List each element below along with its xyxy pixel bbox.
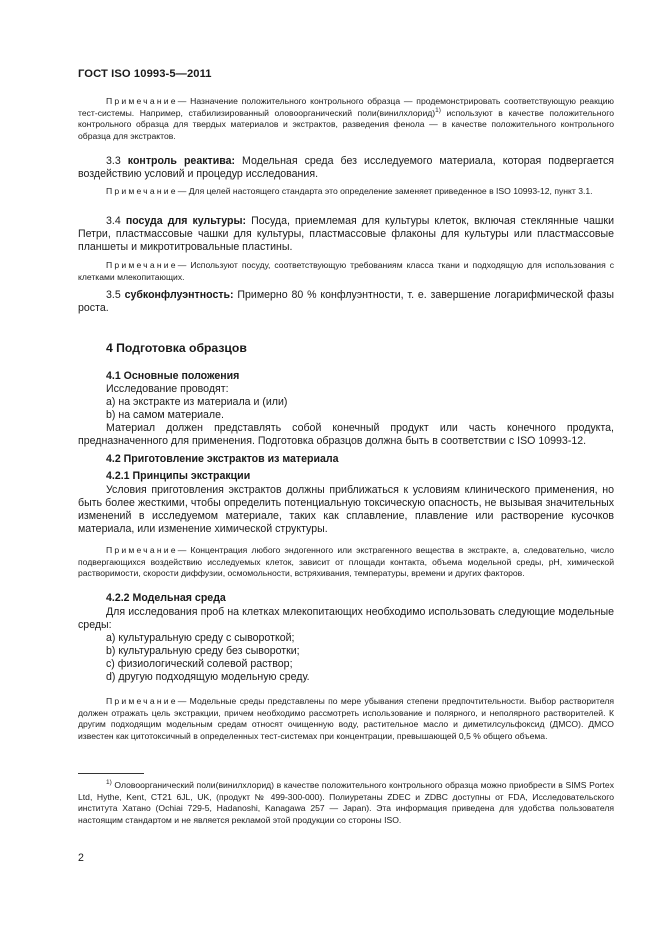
note-text: — Модельные среды представлены по мере убывания степени предпочтительности. Выбор растворителя должен отражать цель экстракции, причем необходимо рассмотреть использование и полярного, и неполярного растворителей. К другим подходящим модельным средам относят очищенную воду, растительное масло и диметилсульфоксид (ДМСО). ДМСО известен как цитотоксичный в определенных тест-системах при концентрации, превышающей 0,5 % общего объема.	[78, 696, 614, 741]
list-item: a) на экстракте из материала и (или)	[106, 396, 288, 408]
footnote-divider	[78, 773, 144, 774]
definition-3-5	[78, 289, 614, 315]
definition-text: Посуда, приемлемая для культуры клеток, включая стеклянные чашки Петри, пластмассовые чашки для культуры, пластмассовые флаконы для культуры или пластмассовые планшеты и микротитровальные пластины.	[78, 215, 614, 253]
term: контроль реактива:	[127, 155, 236, 167]
subsection-heading: 4.2.1 Принципы экстракции	[106, 470, 251, 482]
subsection-heading: 4.1 Основные положения	[106, 370, 240, 382]
note-text: — Концентрация любого эндогенного или экстрагенного вещества в экстракте, а, следовательно, число подвергающихся воздействию исследуемых клеток, зависит от площади контакта, объема модельной среды, pH, химической растворимости, скорости диффузии, осмомольности, встряхивания, температуры, времени и других факторов.	[78, 545, 614, 579]
note-culture-vessels	[78, 260, 614, 283]
intro-text: Исследование проводят:	[106, 383, 229, 395]
section-4-heading: 4 Подготовка образцов	[106, 341, 247, 355]
section-4-1	[78, 370, 614, 448]
section-4-2-2	[78, 592, 614, 684]
subsection-heading: 4.2 Приготовление экстрактов из материала	[106, 453, 339, 465]
definition-3-3	[78, 155, 614, 181]
note-concentration	[78, 545, 614, 580]
page-number: 2	[78, 852, 84, 864]
clause-number: 3.5	[106, 289, 121, 301]
footnote-mark: 1)	[106, 779, 112, 787]
clause-number: 3.4	[106, 215, 121, 227]
paragraph: Материал должен представлять собой конечный продукт или часть конечного продукта, предназначенного для применения. Подготовка образцов должна быть в соответствии с ISO 10993-12.	[78, 422, 614, 447]
list-item: d) другую подходящую модельную среду.	[106, 671, 310, 683]
note-text: — Для целей настоящего стандарта это определение заменяет приведенное в ISO 10993-12, пункт 3.1.	[177, 186, 593, 196]
definition-3-4	[78, 215, 614, 254]
clause-number: 3.3	[106, 155, 121, 167]
section-4-2	[78, 453, 614, 465]
list-item: b) на самом материале.	[106, 409, 224, 421]
note-label: Примечание	[106, 545, 178, 555]
subsection-heading: 4.2.2 Модельная среда	[106, 592, 226, 604]
note-text: — Назначение положительного контрольного образца — продемонстрировать соответствующую реакцию тест-системы. Например, стабилизированный оловоорганический поли(винилхлорид)	[78, 96, 614, 118]
footnote-ref: 1)	[435, 106, 441, 114]
definition-text: Примерно 80 % конфлуэнтности, т. е. завершение логарифмической фазы роста.	[78, 289, 614, 314]
list-item: c) физиологический солевой раствор;	[106, 658, 293, 670]
list-item: a) культуральную среду с сывороткой;	[106, 632, 295, 644]
note-text: — Используют посуду, соответствующую требованиям класса ткани и подходящую для использования с клетками млекопитающих.	[78, 260, 614, 282]
page-header: ГОСТ ISO 10993-5—2011	[78, 68, 212, 80]
note-text-cont: используют в качестве положительного контрольного образца для твердых материалов и экстрактов, разведения фенола — в качестве положительного контрольного образца для экстрактов.	[78, 107, 614, 141]
note-label: Примечание	[106, 260, 178, 270]
footnote-text: Оловоорганический поли(винилхлорид) в качестве положительного контрольного образца можно приобрести в SIMS Portex Ltd, Hythe, Kent, CT21 6JL, UK, (продукт № 499-300-000). Полиуретаны ZDEC и ZDBC доступны от FDA, Исследовательского института Хатано (Ochiai 729-5, Hadanoshi, Kanagawa 257 — Japan). Эта информация приведена для удобства пользователя настоящим стандартом и не является рекламой этой продукции со стороны ISO.	[78, 780, 614, 825]
note-label: Примечание	[106, 96, 178, 106]
term: посуда для культуры:	[125, 215, 247, 227]
note-media-preference	[78, 696, 614, 742]
note-positive-control	[78, 96, 614, 142]
term: субконфлуэнтность:	[124, 289, 234, 301]
footnote	[78, 780, 614, 826]
section-4-2-1	[78, 470, 614, 536]
paragraph: Условия приготовления экстрактов должны приближаться к условиям клинического применения, но быть более жесткими, чтобы определить потенциальную токсическую опасность, не вызывая значительных изменений в исследуемом материале, таких как сплавление, плавление или растворение кусочков материала, или изменение химической структуры.	[78, 484, 614, 535]
note-reagent-control	[78, 186, 614, 198]
note-label: Примечание	[106, 186, 178, 196]
list-item: b) культуральную среду без сыворотки;	[106, 645, 300, 657]
note-label: Примечание	[106, 696, 178, 706]
definition-text: Модельная среда без исследуемого материала, которая подвергается воздействию условий и процедур исследования.	[78, 155, 614, 180]
paragraph: Для исследования проб на клетках млекопитающих необходимо использовать следующие модельные среды:	[78, 606, 614, 631]
